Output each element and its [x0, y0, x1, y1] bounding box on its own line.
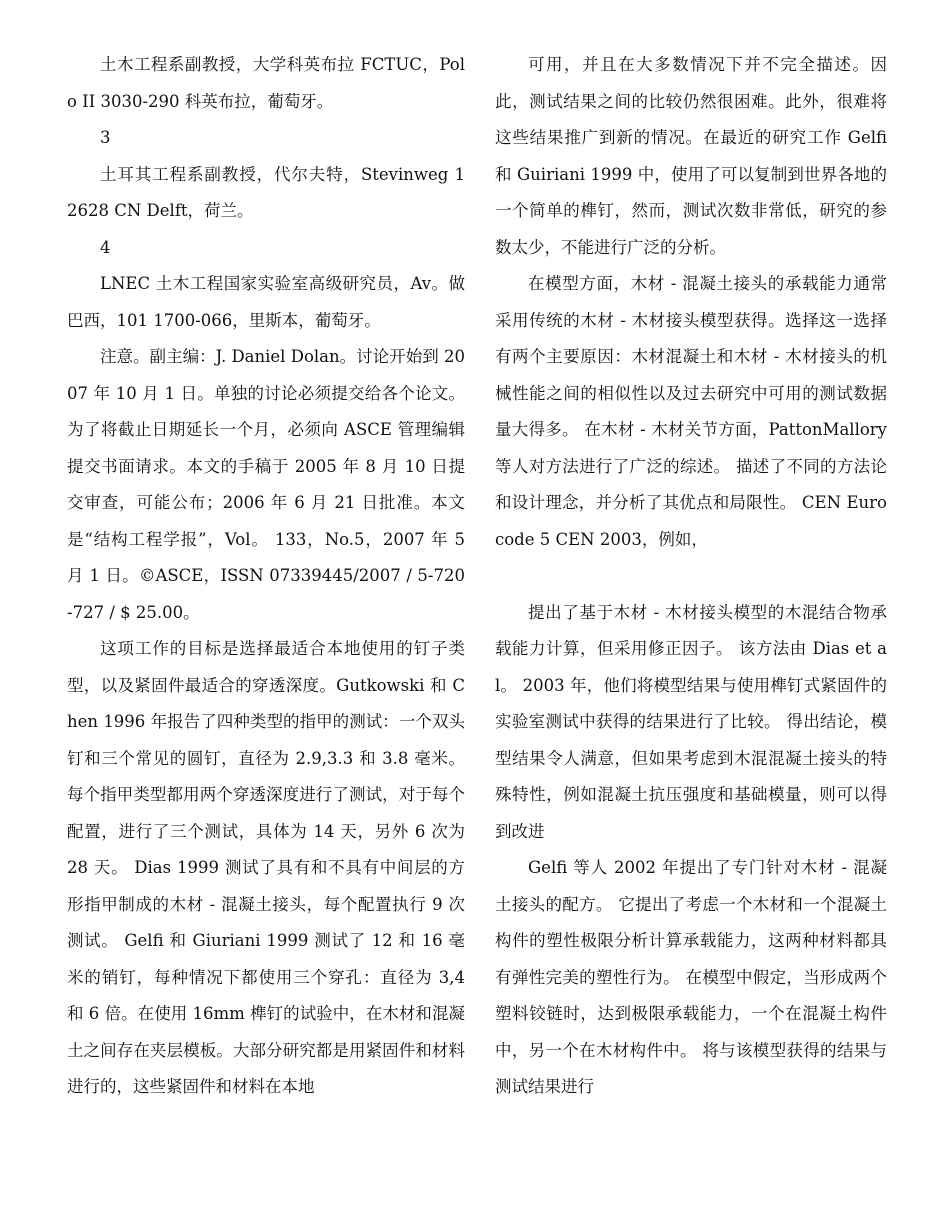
body-paragraph-continued: 可用，并且在大多数情况下并不完全描述。因此，测试结果之间的比较仍然很困难。此外，很难将这些结果推广到新的情况。在最近的研究工作 Gelfi 和 Guiriani 1999 中，使用了可以复制到世界各地的一个简单的榫钉，然而，测试次数非常低，研究的参数太少，不能进行广泛的分析。	[495, 55, 887, 257]
body-paragraph-gelfi: Gelfi 等人 2002 年提出了专门针对木材 - 混凝土接头的配方。 它提出了考虑一个木材和一个混凝土构件的塑性极限分析计算承载能力，这两种材料都具有弹性完美的塑性行为。 在模型中假定，当形成两个塑料铰链时，达到极限承载能力，一个在混凝土构件中，另一个在木材构件中。 将与该模型获得的结果与测试结果进行	[495, 858, 887, 1096]
paragraph-gap	[495, 558, 887, 595]
footnote-number-3: 3	[100, 128, 111, 147]
right-column	[495, 47, 887, 1106]
body-paragraph-eurocode: 提出了基于木材 - 木材接头模型的木混结合物承载能力计算，但采用修正因子。 该方法由 Dias et al。 2003 年，他们将模型结果与使用榫钉式紧固件的实验室测试中获得的结果进行了比较。 得出结论，模型结果令人满意，但如果考虑到木混混凝土接头的特殊特性，例如混凝土抗压强度和基础模量，则可以得到改进	[495, 602, 887, 841]
publication-note-paragraph: 注意。副主编：J. Daniel Dolan。讨论开始到 2007 年 10 月 1 日。单独的讨论必须提交给各个论文。为了将截止日期延长一个月，必须向 ASCE 管理编辑提交书面请求。本文的手稿于 2005 年 8 月 10 日提交审查，可能公布；2006 年 6 月 21 日批准。本文是“结构工程学报”，Vol。 133，No.5，2007 年 5 月 1 日。©ASCE，ISSN 07339445/2007 / 5-720-727 / $ 25.00。	[67, 347, 465, 622]
affiliation-paragraph-3: 土耳其工程系副教授，代尔夫特，Stevinweg 1 2628 CN Delft，荷兰。	[67, 164, 465, 220]
footnote-number-4: 4	[100, 237, 111, 257]
body-paragraph-models: 在模型方面，木材 - 混凝土接头的承载能力通常采用传统的木材 - 木材接头模型获得。选择这一选择有两个主要原因：木材混凝土和木材 - 木材接头的机械性能之间的相似性以及过去研究中可用的测试数据量大得多。 在木材 - 木材关节方面，PattonMallory 等人对方法进行了广泛的综述。 描述了不同的方法论和设计理念，并分析了其优点和局限性。 CEN Eurocode 5 CEN 2003，例如，	[495, 274, 887, 549]
affiliation-paragraph-4: LNEC 土木工程国家实验室高级研究员，Av。做巴西，101 1700-066，里斯本，葡萄牙。	[67, 274, 465, 330]
affiliation-paragraph-2: 土木工程系副教授，大学科英布拉 FCTUC，Polo II 3030-290 科英布拉，葡萄牙。	[67, 55, 465, 111]
left-column	[67, 47, 465, 1106]
body-paragraph: 这项工作的目标是选择最适合本地使用的钉子类型，以及紧固件最适合的穿透深度。Gutkowski 和 Chen 1996 年报告了四种类型的指甲的测试：一个双头钉和三个常见的圆钉，直径为 2.9,3.3 和 3.8 毫米。每个指甲类型都用两个穿透深度进行了测试，对于每个配置，进行了三个测试，具体为 14 天，另外 6 次为 28 天。 Dias 1999 测试了具有和不具有中间层的方形指甲制成的木材 - 混凝土接头，每个配置执行 9 次测试。 Gelfi 和 Giuriani 1999 测试了 12 和 16 毫米的销钉，每种情况下都使用三个穿孔：直径为 3,4 和 6 倍。在使用 16mm 榫钉的试验中，在木材和混凝土之间存在夹层模板。大部分研究都是用紧固件和材料进行的，这些紧固件和材料在本地	[67, 639, 465, 1096]
